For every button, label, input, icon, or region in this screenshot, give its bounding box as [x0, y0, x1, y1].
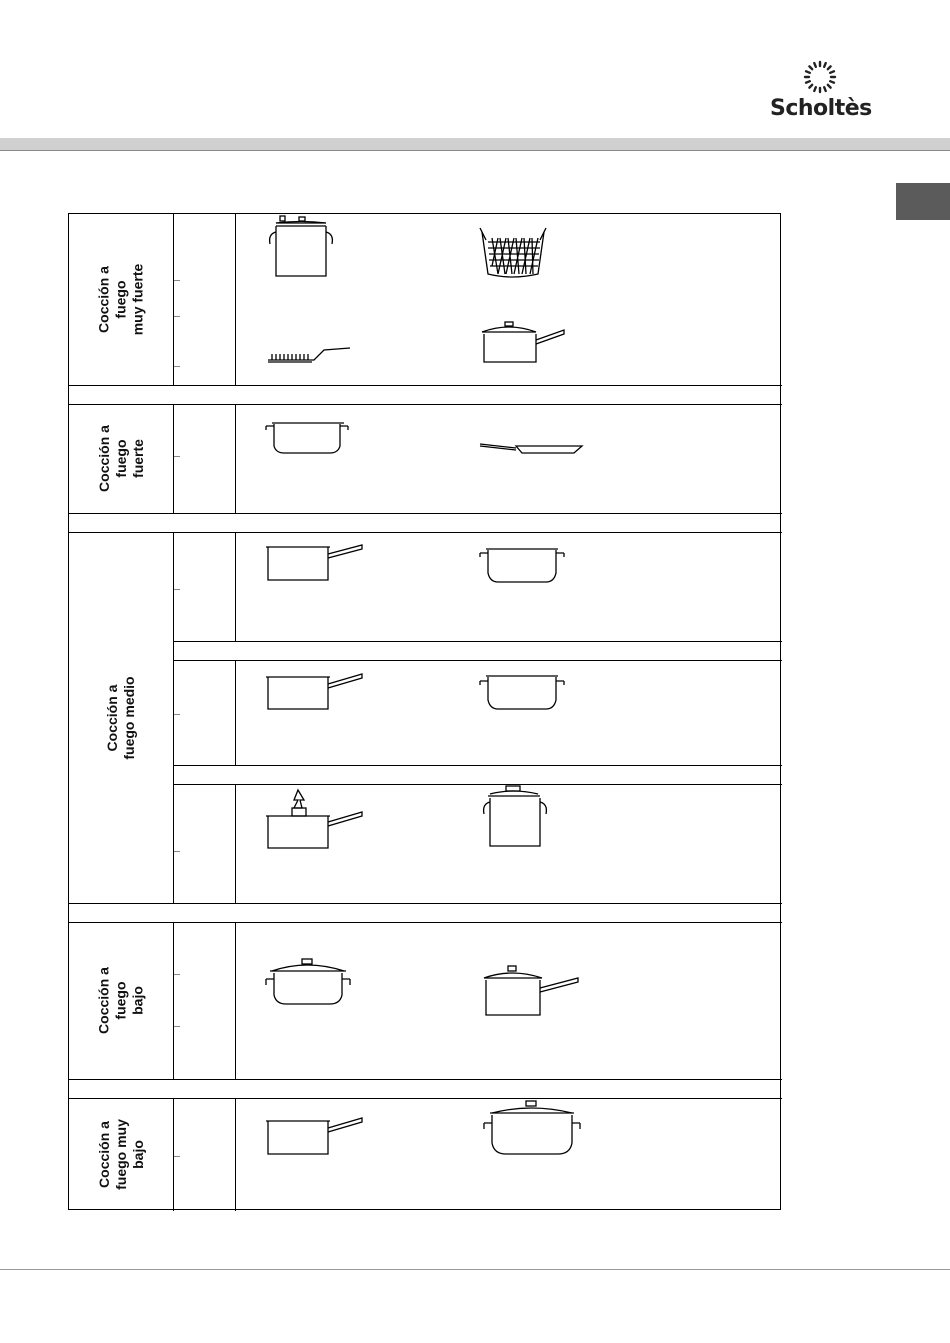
espresso-pot-saucepan-icon: [264, 786, 364, 852]
label-very-low-heat: Cocción a fuego muy bajo: [95, 1119, 146, 1190]
saucepan-icon: [264, 542, 364, 584]
header-band: [0, 138, 950, 151]
sun-icon: [803, 60, 837, 94]
stockpot-icon: [264, 214, 336, 278]
casserole-icon: [264, 420, 350, 456]
label-high-heat: Cocción a fuego fuerte: [95, 425, 146, 492]
saucepan-icon: [264, 670, 364, 712]
saucepan-icon: [264, 1114, 364, 1158]
lidded-casserole-icon: [264, 957, 354, 1009]
page-tab-marker: [896, 183, 950, 220]
frying-pan-icon: [478, 440, 586, 456]
brand-name: Scholtès: [770, 96, 872, 121]
casserole-icon: [478, 545, 568, 585]
fryer-basket-icon: [478, 226, 550, 280]
pressure-cooker-icon: [478, 784, 554, 850]
footer-divider: [0, 1269, 950, 1270]
lidded-casserole-icon: [482, 1099, 582, 1157]
brand-logo: [770, 58, 870, 128]
label-very-high-heat: Cocción a fuego muy fuerte: [95, 263, 146, 336]
lidded-saucepan-icon: [478, 320, 568, 364]
label-medium-heat: Cocción a fuego medio: [104, 675, 137, 760]
lidded-saucepan-icon: [478, 964, 582, 1018]
label-low-heat: Cocción a fuego bajo: [95, 967, 146, 1034]
grill-pan-icon: [264, 344, 352, 366]
casserole-icon: [478, 672, 568, 712]
cooking-levels-table: [68, 213, 781, 1210]
